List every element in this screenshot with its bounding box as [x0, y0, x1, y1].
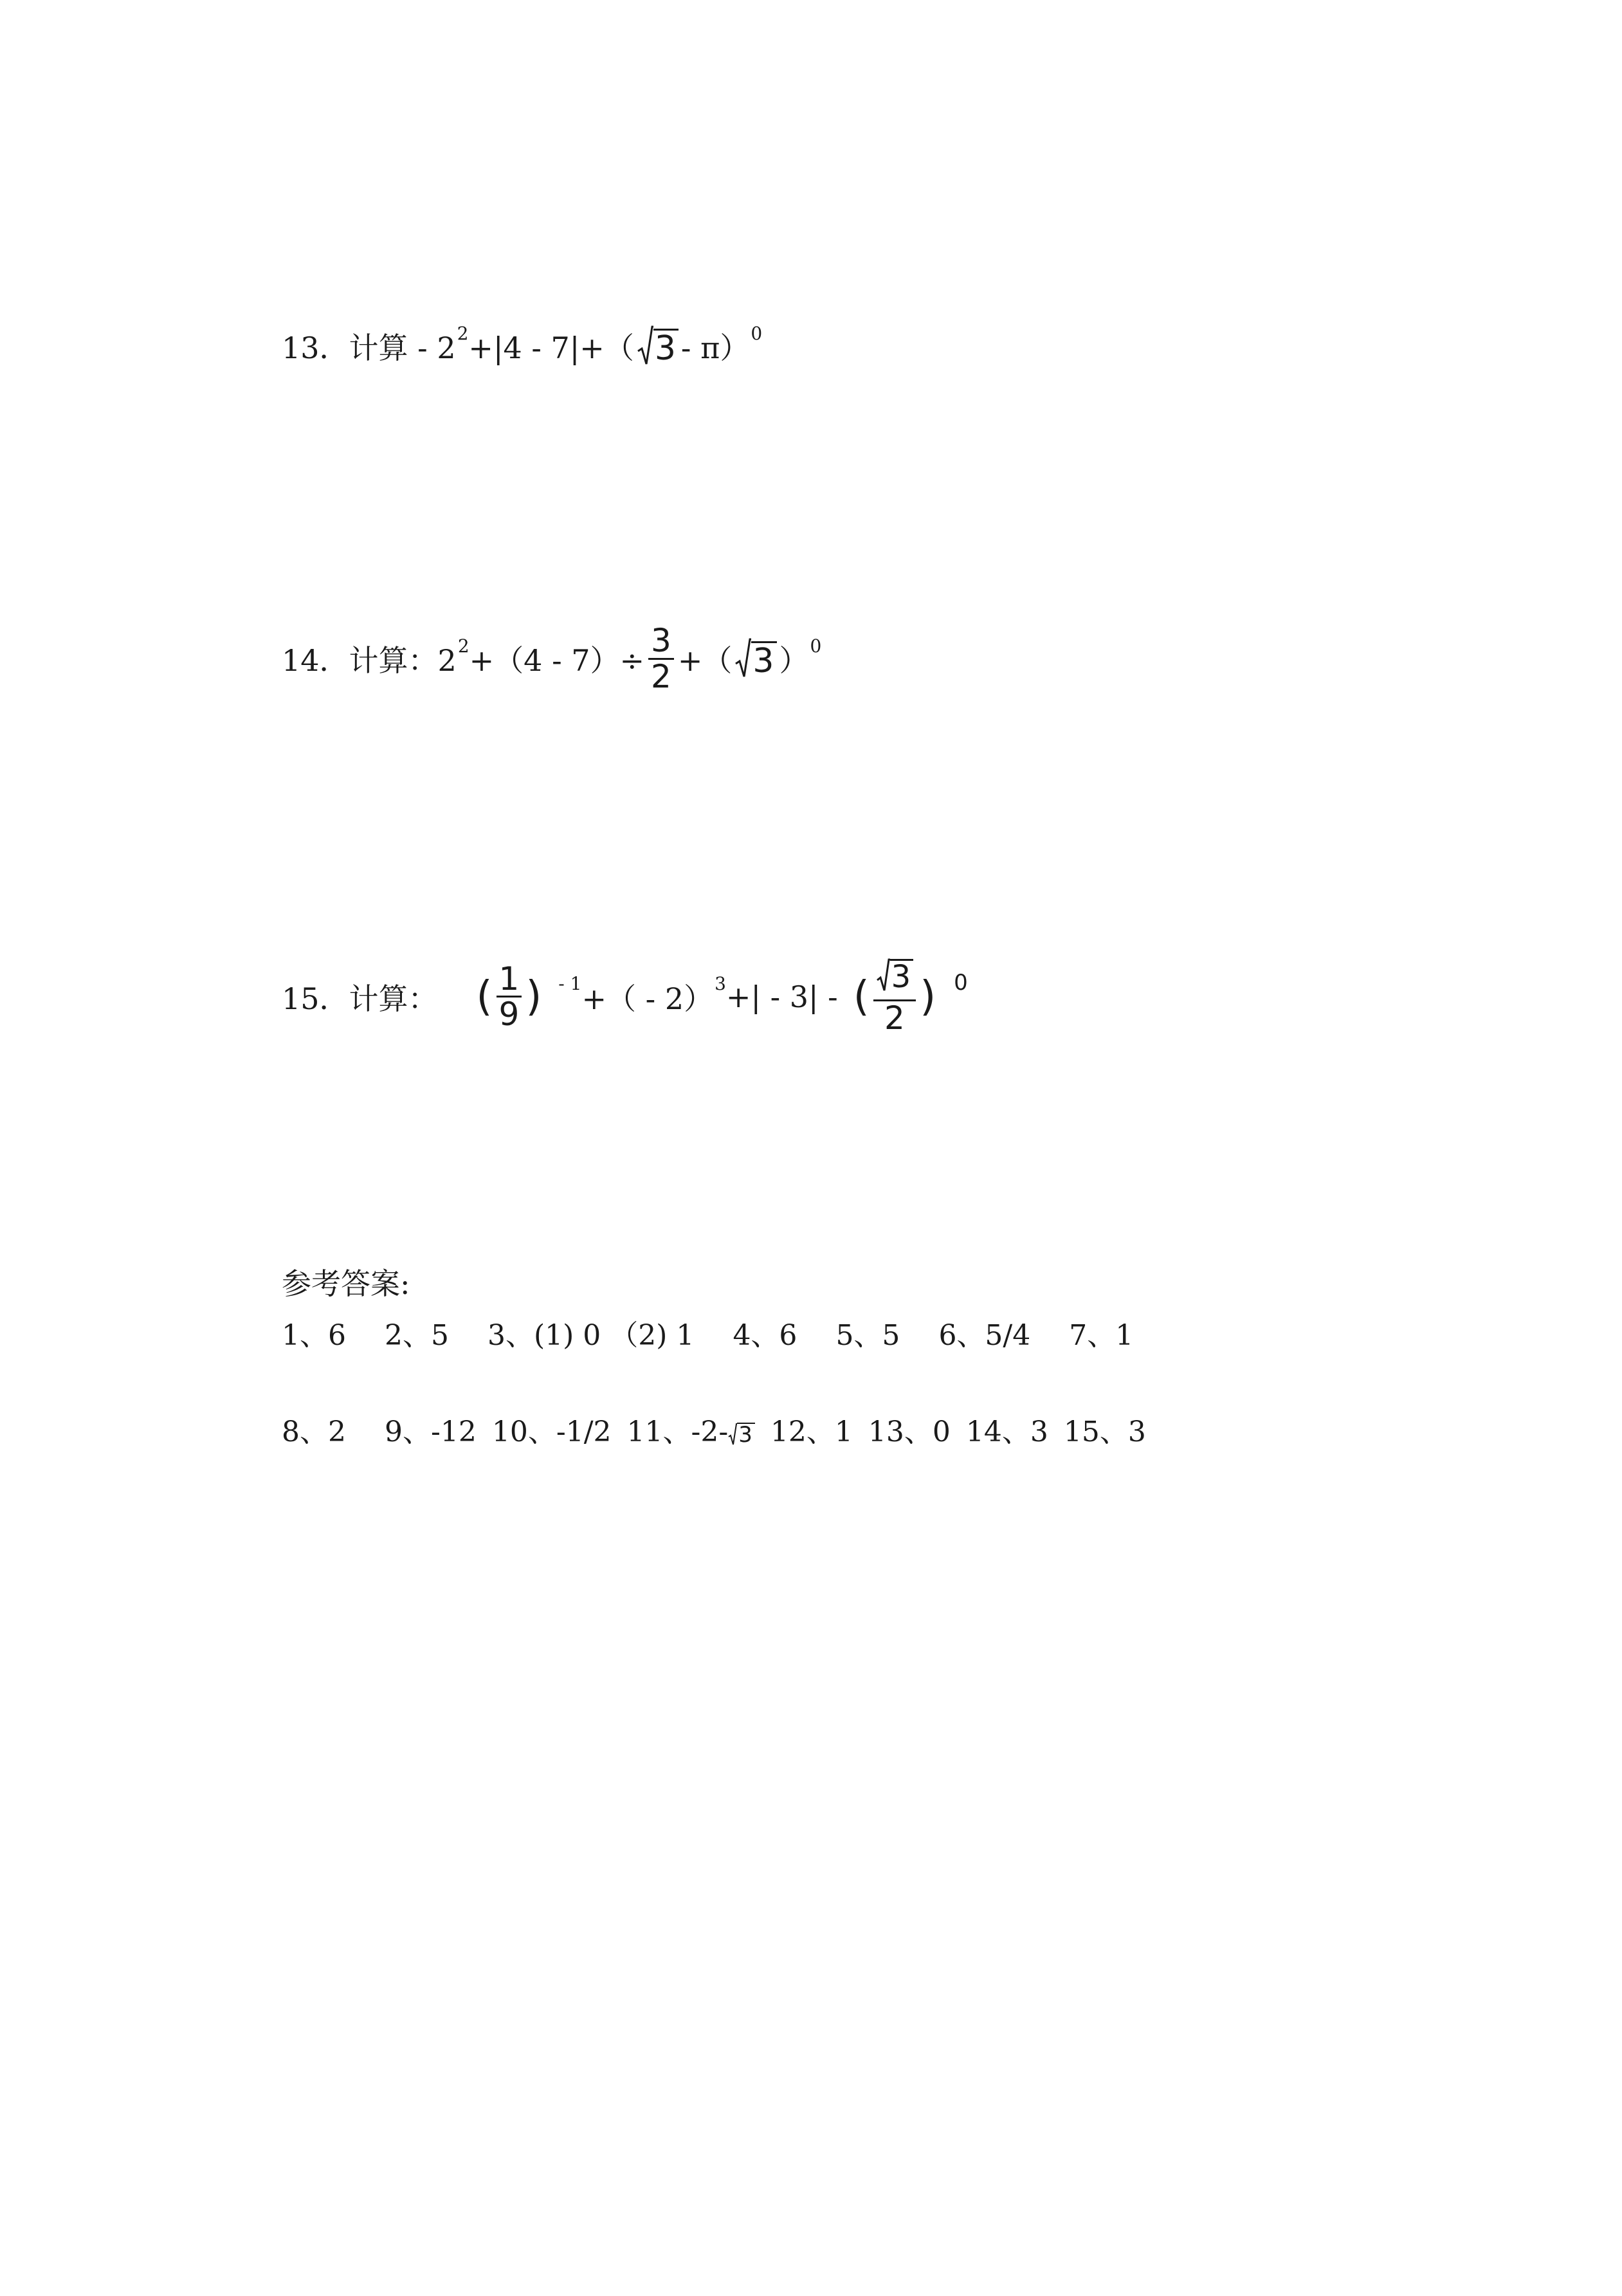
answer-item: 12、1	[770, 1416, 853, 1448]
answer-item: 1、6	[282, 1319, 346, 1352]
q15-fraction-1-denominator: 9	[498, 996, 520, 1033]
question-14	[282, 624, 821, 693]
q15-right-paren-2: )	[920, 972, 936, 1021]
q15-exponent-neg1: - 1	[558, 973, 582, 994]
q15-sqrt	[876, 958, 914, 993]
answer-11-sqrt	[728, 1423, 755, 1446]
q15-exponent-3: 3	[715, 973, 726, 994]
answer-item: 15、3	[1063, 1416, 1146, 1448]
q13-radicand: 3	[653, 329, 679, 367]
q13-prefix: 13．计算 - 2	[282, 331, 456, 365]
q14-sqrt	[734, 638, 776, 679]
q13-exponent-0: 0	[751, 322, 763, 344]
answers-row-2	[282, 1408, 1146, 1450]
radical-sign-icon	[734, 638, 751, 679]
question-15	[282, 958, 968, 1035]
q14-prefix: 14．计算：2	[282, 643, 457, 678]
answers-row-1	[282, 1312, 1133, 1353]
q14-exponent-2: 2	[457, 635, 469, 657]
q15-right-paren-1: )	[525, 972, 542, 1021]
q15-fraction-2-denominator: 2	[884, 999, 905, 1037]
q14-close: ）	[779, 643, 809, 678]
radical-sign-icon	[728, 1423, 737, 1446]
radical-sign-icon	[876, 958, 890, 993]
answer-item: 2、5	[385, 1319, 449, 1352]
answer-item: 14、3	[965, 1416, 1048, 1448]
q15-exponent-0: 0	[954, 969, 968, 996]
q15-fraction-2	[873, 958, 916, 1035]
answer-item: 10、-1/2	[491, 1416, 612, 1448]
q15-middle-2: +| - 3| -	[725, 979, 838, 1014]
answer-item: 3、(1) 0 （2) 1	[488, 1319, 695, 1352]
answer-item: 4、6	[733, 1319, 797, 1352]
answer-item: 6、5/4	[938, 1319, 1031, 1352]
q14-radicand: 3	[751, 641, 776, 679]
q14-middle: +（4 - 7）÷	[469, 643, 645, 678]
q15-prefix: 15．计算：	[282, 981, 438, 1016]
answer-item: 7、1	[1069, 1319, 1134, 1352]
q15-middle: +（ - 2）	[581, 981, 714, 1016]
q14-fraction	[648, 624, 674, 693]
q15-left-paren-1: (	[476, 972, 493, 1021]
q15-fraction-1-numerator: 1	[498, 960, 520, 998]
q15-radicand: 3	[890, 959, 914, 993]
q13-after-root: - π）	[680, 331, 750, 365]
q15-left-paren-2: (	[853, 972, 870, 1021]
q15-fraction-2-numerator	[873, 958, 916, 999]
q13-middle: +|4 - 7|+（	[468, 331, 634, 365]
answer-item: 13、0	[868, 1416, 951, 1448]
answer-item: 5、5	[835, 1319, 900, 1352]
q13-sqrt	[637, 325, 679, 367]
q14-plus: +（	[677, 643, 733, 678]
question-13	[282, 322, 763, 368]
answers-title: 参考答案:	[282, 1266, 410, 1301]
answer-item: 8、2	[282, 1416, 346, 1448]
radical-sign-icon	[637, 325, 653, 367]
answer-item-11	[627, 1408, 755, 1450]
q14-fraction-numerator: 3	[651, 622, 671, 659]
q14-exponent-0: 0	[810, 635, 822, 657]
answer-11-radicand: 3	[737, 1423, 755, 1446]
q13-exponent-2: 2	[457, 322, 469, 344]
q15-fraction-1	[497, 962, 522, 1032]
q14-fraction-denominator: 2	[651, 657, 671, 695]
answer-item: 9、-12	[385, 1416, 477, 1448]
answer-11-text: 11、-2-	[626, 1416, 729, 1448]
